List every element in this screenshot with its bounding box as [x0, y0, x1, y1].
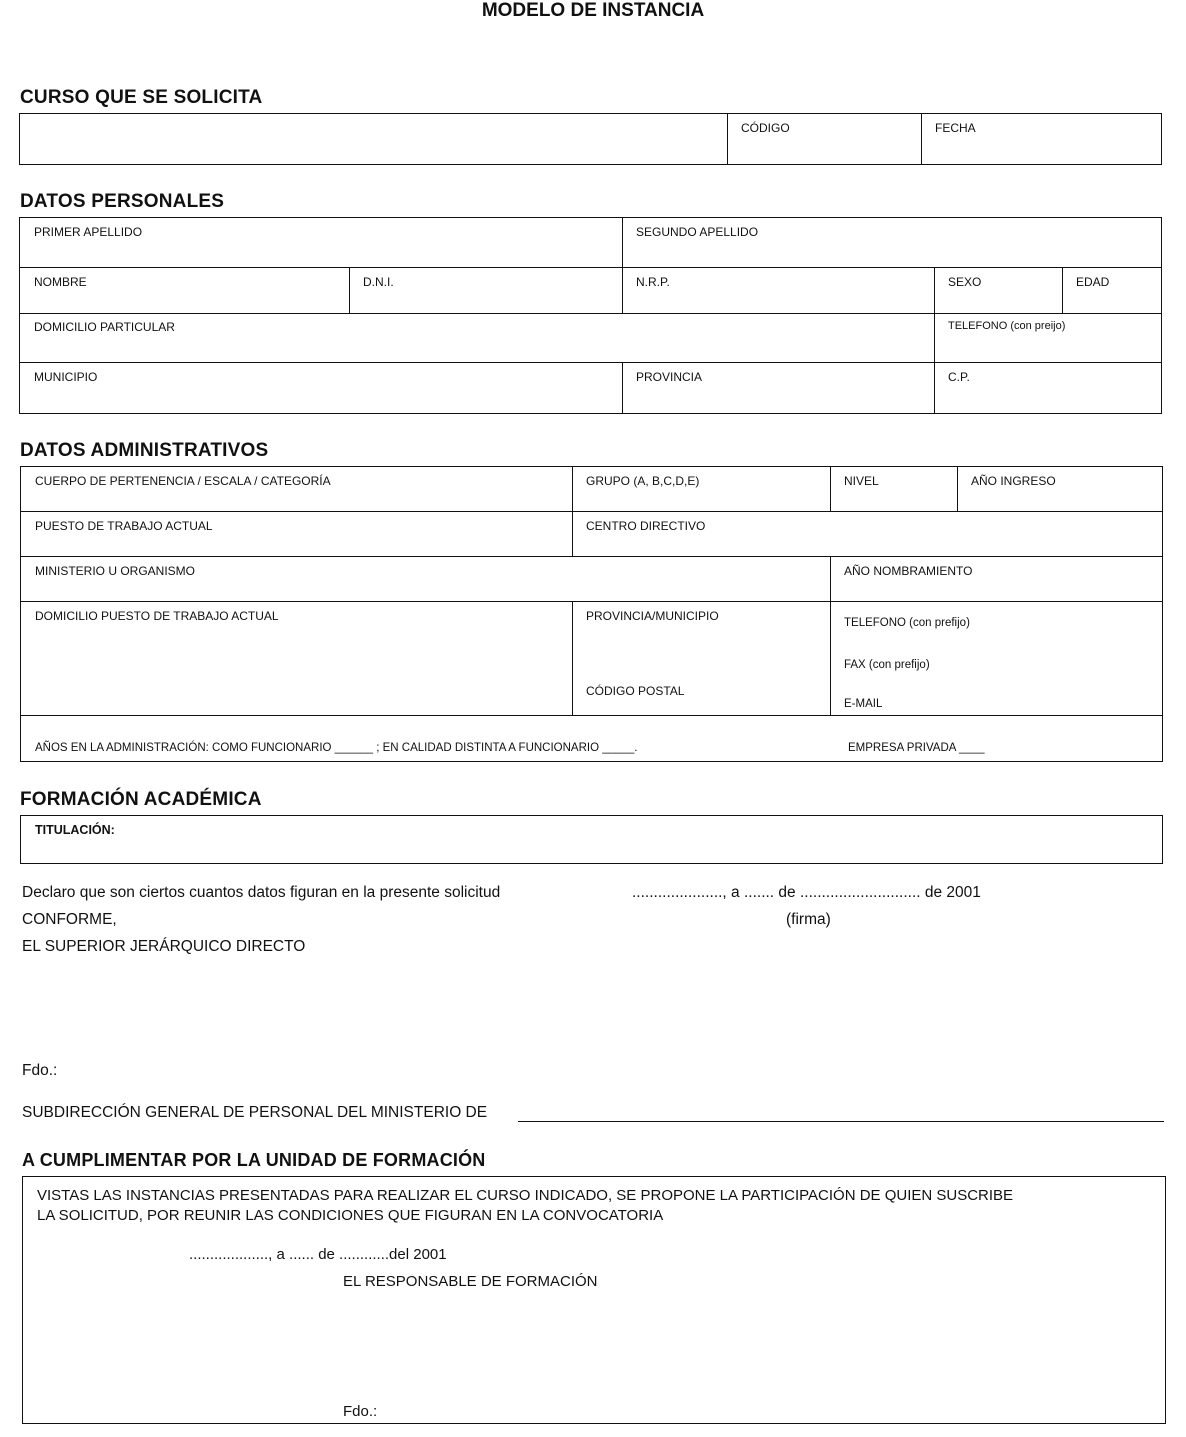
ministerio-label: MINISTERIO U ORGANISMO	[35, 564, 196, 578]
nivel-label: NIVEL	[844, 474, 879, 488]
unidad-fecha-line: ..................., a ...... de ............del 2001	[189, 1246, 447, 1263]
domicilio-label: DOMICILIO PARTICULAR	[34, 320, 175, 334]
section-heading-curso: CURSO QUE SE SOLICITA	[20, 87, 263, 108]
empresa-privada-label: EMPRESA PRIVADA ____	[848, 742, 985, 754]
responsable-text: EL RESPONSABLE DE FORMACIÓN	[343, 1273, 598, 1290]
municipio-label: MUNICIPIO	[34, 370, 98, 384]
provincia-label: PROVINCIA	[636, 370, 703, 384]
section-heading-administrativos: DATOS ADMINISTRATIVOS	[20, 440, 269, 461]
conforme-text: CONFORME,	[22, 911, 117, 928]
fecha-label: FECHA	[935, 121, 976, 135]
nrp-label: N.R.P.	[636, 275, 670, 289]
unidad-fdo-label: Fdo.:	[343, 1403, 378, 1420]
puesto-label: PUESTO DE TRABAJO ACTUAL	[35, 519, 213, 533]
telefono-label: TELEFONO (con preijo)	[948, 320, 1066, 332]
personales-box	[19, 217, 1162, 414]
unidad-box	[22, 1176, 1166, 1424]
fax-label: FAX (con prefijo)	[844, 659, 930, 671]
ministerio-blank-line[interactable]	[518, 1121, 1164, 1122]
dni-label: D.N.I.	[363, 275, 394, 289]
unidad-texto-1: VISTAS LAS INSTANCIAS PRESENTADAS PARA REALIZAR EL CURSO INDICADO, SE PROPONE LA PARTICIPACIÓN DE QUIEN SUSCRIBE	[37, 1187, 1014, 1204]
sexo-label: SEXO	[948, 275, 982, 289]
curso-box	[19, 113, 1162, 165]
declaracion-text: Declaro que son ciertos cuantos datos figuran en la presente solicitud	[22, 884, 501, 901]
firma-label: (firma)	[786, 911, 831, 928]
anio-ingreso-label: AÑO INGRESO	[971, 474, 1056, 488]
codigo-label: CÓDIGO	[741, 121, 790, 135]
codigo-postal-label: CÓDIGO POSTAL	[586, 684, 685, 698]
unidad-texto-2: LA SOLICITUD, POR REUNIR LAS CONDICIONES QUE FIGURAN EN LA CONVOCATORIA	[37, 1207, 664, 1224]
segundo-apellido-label: SEGUNDO APELLIDO	[636, 225, 759, 239]
cp-label: C.P.	[948, 370, 970, 384]
primer-apellido-label: PRIMER APELLIDO	[34, 225, 143, 239]
section-heading-unidad: A CUMPLIMENTAR POR LA UNIDAD DE FORMACIÓN	[22, 1150, 486, 1170]
declaracion-fecha-line: ....................., a ....... de ............................ de 2001	[632, 884, 981, 901]
superior-text: EL SUPERIOR JERÁRQUICO DIRECTO	[22, 938, 306, 955]
grupo-label: GRUPO (A, B,C,D,E)	[586, 474, 700, 488]
cuerpo-label: CUERPO DE PERTENENCIA / ESCALA / CATEGORÍA	[35, 474, 331, 488]
centro-directivo-label: CENTRO DIRECTIVO	[586, 519, 706, 533]
administrativos-box	[20, 466, 1163, 762]
academica-box	[20, 815, 1163, 864]
telefono-admin-label: TELEFONO (con prefijo)	[844, 617, 970, 629]
edad-label: EDAD	[1076, 275, 1110, 289]
titulacion-label: TITULACIÓN:	[35, 823, 115, 837]
domicilio-puesto-label: DOMICILIO PUESTO DE TRABAJO ACTUAL	[35, 609, 279, 623]
email-label: E-MAIL	[844, 698, 883, 710]
anio-nombramiento-label: AÑO NOMBRAMIENTO	[844, 564, 973, 578]
anios-administracion-label: AÑOS EN LA ADMINISTRACIÓN: COMO FUNCIONARIO ______ ; EN CALIDAD DISTINTA A FUNCIONARIO _____.	[35, 742, 638, 754]
page-title: MODELO DE INSTANCIA	[481, 0, 705, 21]
fdo-label: Fdo.:	[22, 1062, 58, 1079]
section-heading-personales: DATOS PERSONALES	[20, 191, 225, 212]
nombre-label: NOMBRE	[34, 275, 87, 289]
curso-nombre-field[interactable]	[20, 114, 720, 162]
subdireccion-text: SUBDIRECCIÓN GENERAL DE PERSONAL DEL MINISTERIO DE	[22, 1104, 488, 1121]
section-heading-academica: FORMACIÓN ACADÉMICA	[20, 789, 262, 810]
provincia-municipio-label: PROVINCIA/MUNICIPIO	[586, 609, 719, 623]
